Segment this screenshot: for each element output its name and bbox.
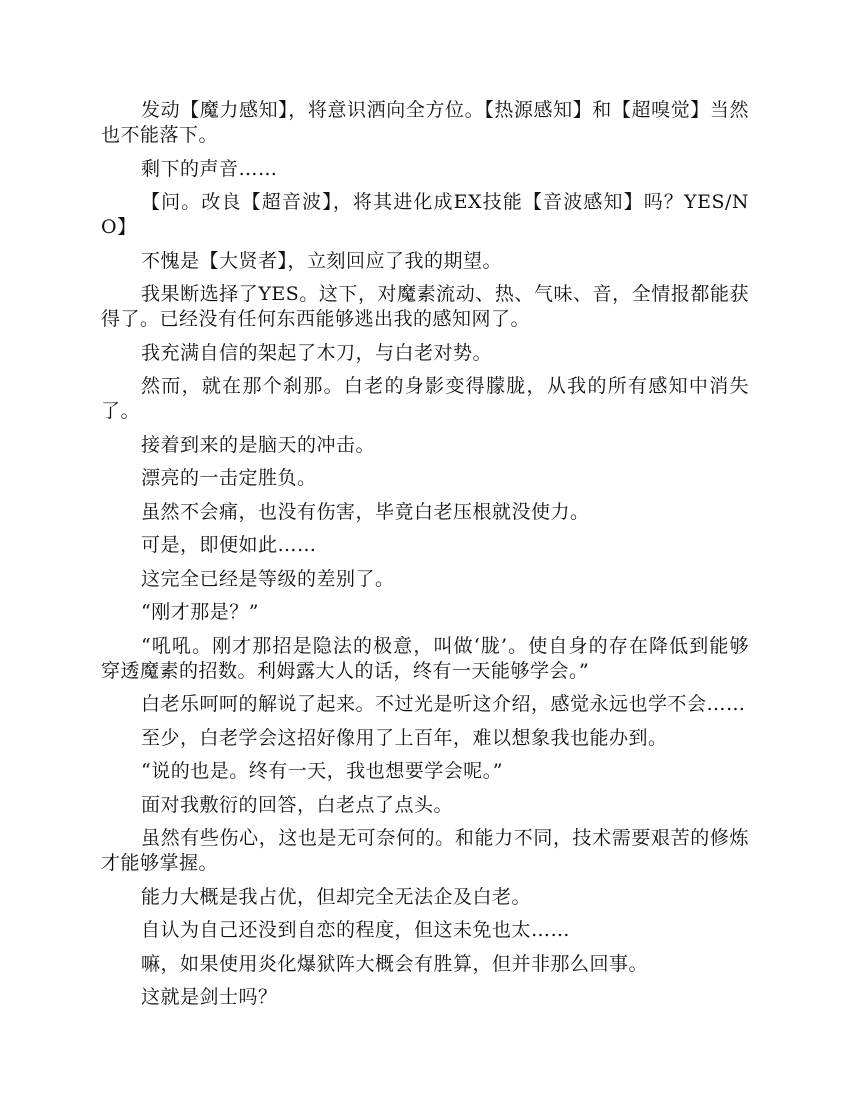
- paragraph: “说的也是。终有一天，我也想要学会呢。”: [141, 760, 503, 782]
- paragraph: “吼吼。刚才那招是隐法的极意，叫做‘胧’。使自身的存在降低到能够穿透魔素的招数。利姆露大人的话，终有一天能够学会。”: [101, 634, 749, 682]
- paragraph: 这就是剑士吗？: [141, 986, 278, 1008]
- paragraph: 至少，白老学会这招好像用了上百年，难以想象我也能办到。: [141, 726, 668, 749]
- paragraph: 嘛，如果使用炎化爆狱阵大概会有胜算，但并非那么回事。: [141, 952, 649, 975]
- paragraph: 我充满自信的架起了木刀，与白老对势。: [141, 341, 493, 364]
- paragraph: 然而，就在那个刹那。白老的身影变得朦胧，从我的所有感知中消失了。: [101, 375, 749, 422]
- paragraph: 【问。改良【超音波】，将其进化成EX技能【音波感知】吗？YES/NO】: [101, 191, 749, 238]
- paragraph: 虽然有些伤心，这也是无可奈何的。和能力不同，技术需要艰苦的修炼才能够掌握。: [101, 827, 749, 874]
- paragraph: 不愧是【大贤者】，立刻回应了我的期望。: [141, 249, 503, 272]
- paragraph: 接着到来的是脑天的冲击。: [141, 433, 376, 456]
- paragraph: 剩下的声音……: [141, 157, 278, 180]
- paragraph: 漂亮的一击定胜负。: [141, 467, 317, 489]
- paragraph: 这完全已经是等级的差别了。: [141, 567, 395, 590]
- paragraph: 白老乐呵呵的解说了起来。不过光是听这介绍，感觉永远也学不会……: [141, 693, 746, 715]
- paragraph: 我果断选择了YES。这下，对魔素流动、热、气味、音，全情报都能获得了。已经没有任何东西能够逃出我的感知网了。: [101, 283, 749, 330]
- paragraph: 能力大概是我占优，但却完全无法企及白老。: [141, 885, 532, 908]
- paragraph: 发动【魔力感知】，将意识洒向全方位。【热源感知】和【超嗅觉】当然也不能落下。: [101, 99, 749, 146]
- paragraph: 自认为自己还没到自恋的程度，但这未免也太……: [141, 919, 571, 941]
- paragraph: 面对我敷衍的回答，白老点了点头。: [141, 793, 454, 816]
- paragraph: 虽然不会痛，也没有伤害，毕竟白老压根就没使力。: [141, 500, 590, 523]
- paragraph: 可是，即便如此……: [141, 534, 317, 556]
- document-page: [101, 98, 749, 1019]
- paragraph: “刚才那是？”: [141, 601, 259, 623]
